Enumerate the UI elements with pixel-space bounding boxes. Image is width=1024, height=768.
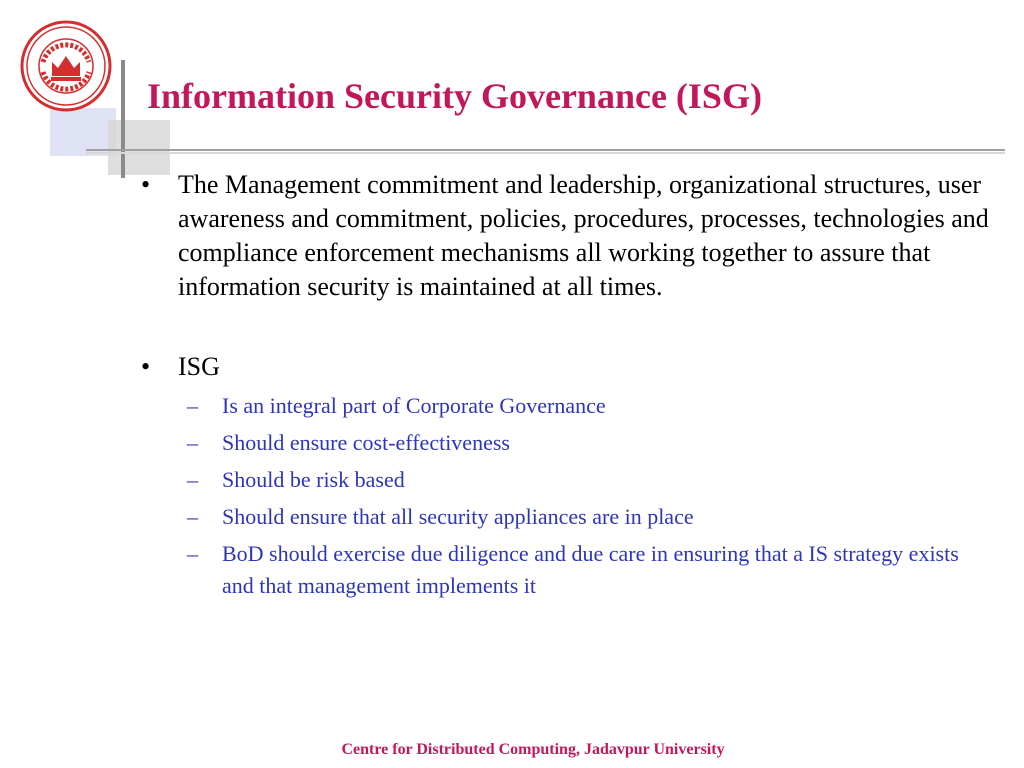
bullet-item — [140, 168, 990, 304]
dash-marker: – — [187, 541, 198, 566]
deco-vertical-bar — [121, 60, 125, 178]
bullet-item — [140, 350, 990, 384]
sub-item — [187, 464, 990, 496]
sub-item — [187, 538, 990, 602]
sub-item — [187, 501, 990, 533]
bullet-text: ISG — [178, 352, 220, 381]
sub-item — [187, 427, 990, 459]
bullet-text: The Management commitment and leadership, organizational structures, user awareness and commitment, policies, procedures, processes, technologies and compliance enforcement mechanisms all working together to assure that information security is maintained at all times. — [178, 170, 989, 301]
sub-item-text: Should ensure that all security appliances are in place — [222, 504, 694, 529]
sub-item-text: BoD should exercise due diligence and due care in ensuring that a IS strategy exists and that management implements it — [222, 541, 959, 598]
slide-footer: Centre for Distributed Computing, Jadavpur University — [341, 741, 725, 758]
deco-square-gray — [108, 120, 170, 175]
sub-item — [187, 390, 990, 422]
deco-square-light — [50, 108, 116, 156]
dash-marker: – — [187, 504, 198, 529]
sub-list — [140, 390, 990, 602]
slide-content — [140, 168, 990, 602]
bullet-marker: • — [141, 170, 151, 199]
dash-marker: – — [187, 430, 198, 455]
sub-item-text: Should be risk based — [222, 467, 405, 492]
sub-item-text: Should ensure cost-effectiveness — [222, 430, 510, 455]
slide-title: Information Security Governance (ISG) — [147, 76, 762, 116]
bullet-marker: • — [141, 352, 151, 381]
dash-marker: – — [187, 467, 198, 492]
sub-item-text: Is an integral part of Corporate Governance — [222, 393, 606, 418]
university-seal-icon — [20, 20, 112, 112]
dash-marker: – — [187, 393, 198, 418]
